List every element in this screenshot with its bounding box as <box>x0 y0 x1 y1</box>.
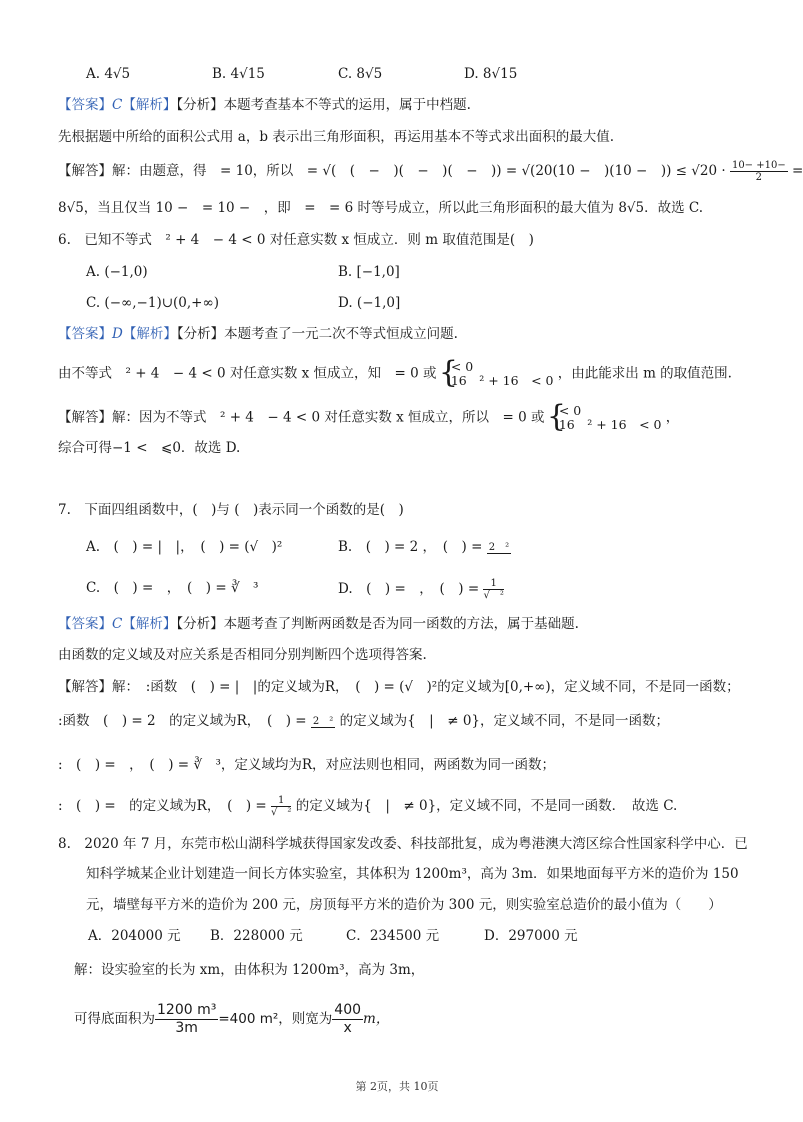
q7-solution-tail: 的定义域为{ | ≠ 0}，定义域不同，不是同一函数； <box>339 713 670 729</box>
fraction-denominator: x <box>343 1020 352 1036</box>
fraction-numerator: 1 <box>483 578 503 590</box>
q5-solution-text: 【解答】解：由题意，得 = 10，所以 = √( ( − )( − )( − )) = √(20(10 − )(10 − )) ≤ √20 · <box>58 163 726 179</box>
analysis-tag: 【解析】 <box>122 326 177 342</box>
fraction-numerator: 1200 m³ <box>157 1002 217 1018</box>
system-row-1: { < 0 <box>558 403 582 418</box>
q6-option-a: A. (−1,0) <box>86 264 148 280</box>
q6-analysis-line <box>58 360 732 388</box>
q5-option-c: C. 8√5 <box>338 66 383 82</box>
q5-solution-line2: 8√5，当且仅当 10 − = 10 − ，即 = = 6 时等号成立，所以此三角形面积的最大值为 8√5．故选 C. <box>58 200 704 216</box>
q7-solution-tail: 的定义域为{ | ≠ 0}，定义域不同，不是同一函数． 故选 C. <box>295 798 678 814</box>
q7-option-c: C. ( ) = ， ( ) = ∛ ³ <box>86 580 259 596</box>
fraction-denominator: √ ² <box>271 807 292 818</box>
q7-option-a: A. ( ) = | |， ( ) = (√ )² <box>86 539 283 555</box>
answer-letter: D <box>112 326 123 342</box>
analysis-text: 【分析】本题考查了一元二次不等式恒成立问题. <box>176 326 458 342</box>
q8-stem-line2: 知科学城某企业计划建造一间长方体实验室，其体积为 1200m³，高为 3m．如果地面每平方米的造价为 150 <box>86 866 739 882</box>
q7-option-d <box>338 578 504 601</box>
q7-option-d-text: D. ( ) = ， ( ) = <box>338 581 480 597</box>
q6-inequality-system <box>441 360 554 388</box>
q6-option-d: D. (−1,0] <box>338 295 401 311</box>
q5-option-d: D. 8√15 <box>464 66 518 82</box>
q7-solution-line4 <box>58 795 677 818</box>
q7-option-b-fraction <box>487 542 511 554</box>
q8-option-c: C．234500 元 <box>346 928 440 944</box>
q7-solution-line3: : ( ) = ， ( ) = ∛ ³，定义域均为R，对应法则也相同，两函数为同一函数； <box>58 757 556 773</box>
q6-analysis-tail: ，由此能求出 m 的取值范围. <box>557 365 732 382</box>
q8-solution-text: 可得底面积为 <box>74 1011 155 1027</box>
q6-answer-line <box>58 324 458 344</box>
fraction-numerator: 1 <box>271 795 291 807</box>
q8-option-d: D．297000 元 <box>484 928 578 944</box>
q6-conclusion: 综合可得−1 < ⩽0．故选 D. <box>58 440 241 456</box>
q6-option-b: B. [−1,0] <box>338 264 400 280</box>
q7-solution-fraction <box>311 716 335 728</box>
q8-option-a: A．204000 元 <box>88 928 181 944</box>
q5-option-a: A. 4√5 <box>86 66 131 82</box>
fraction-numerator: 2 ² <box>312 715 334 727</box>
q7-stem: 7. 下面四组函数中，( )与 ( )表示同一个函数的是( ) <box>58 502 404 518</box>
fraction-denominator: 3m <box>175 1020 198 1036</box>
q7-solution-text: :函数 ( ) = 2 的定义域为R， ( ) = <box>58 713 307 729</box>
analysis-text: 【分析】本题考查基本不等式的运用，属于中档题. <box>176 97 471 113</box>
q6-solution-tail: ， <box>665 409 680 426</box>
answer-tag: 【答案】 <box>58 97 112 113</box>
system-row-2: 16 ² + 16 < 0 <box>558 417 662 432</box>
q8-option-b: B．228000 元 <box>210 928 303 944</box>
q5-analysis-line: 先根据题中所给的面积公式用 a，b 表示出三角形面积，再运用基本不等式求出面积的最大值. <box>58 129 615 145</box>
q5-fraction <box>730 160 788 183</box>
system-row-1: { < 0 <box>450 359 474 374</box>
q7-solution-line1: 【解答】解： :函数 ( ) = | |的定义域为R， ( ) = (√ )²的定义域为[0,+∞)，定义域不同，不是同一函数； <box>58 679 740 695</box>
answer-tag: 【答案】 <box>58 326 112 342</box>
q8-width-fraction <box>332 1002 363 1037</box>
answer-letter: C <box>112 616 123 632</box>
q7-solution-text: : ( ) = 的定义域为R， ( ) = <box>58 798 267 814</box>
q6-stem: 6. 已知不等式 ² + 4 − 4 < 0 对任意实数 x 恒成立．则 m 取值范围是( ) <box>58 232 534 248</box>
q6-solution-text: 【解答】解：因为不等式 ² + 4 − 4 < 0 对任意实数 x 恒成立，所以 = 0 或 <box>58 409 545 426</box>
analysis-tag: 【解析】 <box>122 616 177 632</box>
q6-solution-line <box>58 404 679 432</box>
q8-solution-mid: =400 m²，则宽为 <box>218 1011 333 1027</box>
system-row-2: 16 ² + 16 < 0 <box>450 373 554 388</box>
analysis-text: 【分析】本题考查了判断两函数是否为同一函数的方法，属于基础题. <box>176 616 579 632</box>
analysis-tag: 【解析】 <box>122 97 177 113</box>
q8-solution-tail: m， <box>363 1011 390 1027</box>
q7-option-b-text: B. ( ) = 2 ， ( ) = <box>338 539 483 555</box>
q7-option-d-fraction <box>483 578 503 601</box>
fraction-denominator: 2 <box>755 172 763 183</box>
q8-solution-line2 <box>74 1002 389 1037</box>
fraction-numerator: 10− +10− <box>731 160 786 171</box>
fraction-numerator: 2 ² <box>488 541 510 553</box>
answer-tag: 【答案】 <box>58 616 112 632</box>
q8-area-fraction <box>155 1002 218 1037</box>
q6-option-c: C. (−∞,−1)∪(0,+∞) <box>86 295 219 311</box>
q6-analysis-text: 由不等式 ² + 4 − 4 < 0 对任意实数 x 恒成立，知 = 0 或 <box>58 365 437 382</box>
q5-equals: = <box>792 163 803 179</box>
q5-solution-line1 <box>58 160 803 183</box>
q8-stem-line1: 8. 2020 年 7 月，东莞市松山湖科学城获得国家发改委、科技部批复，成为粤港澳大湾区综合性国家科学中心．已 <box>58 836 748 852</box>
answer-letter: C <box>112 97 123 113</box>
q7-analysis-line: 由函数的定义域及对应关系是否相同分别判断四个选项得答案. <box>58 647 427 663</box>
fraction-denominator: √ ² <box>483 590 504 601</box>
q7-solution-line2 <box>58 711 669 731</box>
fraction-numerator: 400 <box>334 1002 362 1018</box>
q7-option-b <box>338 537 511 557</box>
q7-answer-line <box>58 614 579 634</box>
q7-solution-fraction <box>271 795 291 818</box>
q5-option-b: B. 4√15 <box>212 66 265 82</box>
q5-answer-line <box>58 95 471 115</box>
q8-solution-line1: 解：设实验室的长为 xm，由体积为 1200m³，高为 3m， <box>74 962 425 978</box>
q6-solution-system <box>549 404 662 432</box>
q8-stem-line3: 元，墙壁每平方米的造价为 200 元，房顶每平方米的造价为 300 元，则实验室总造价的最小值为（ ） <box>86 897 722 913</box>
page-footer: 第 2页，共 10页 <box>355 1080 439 1093</box>
